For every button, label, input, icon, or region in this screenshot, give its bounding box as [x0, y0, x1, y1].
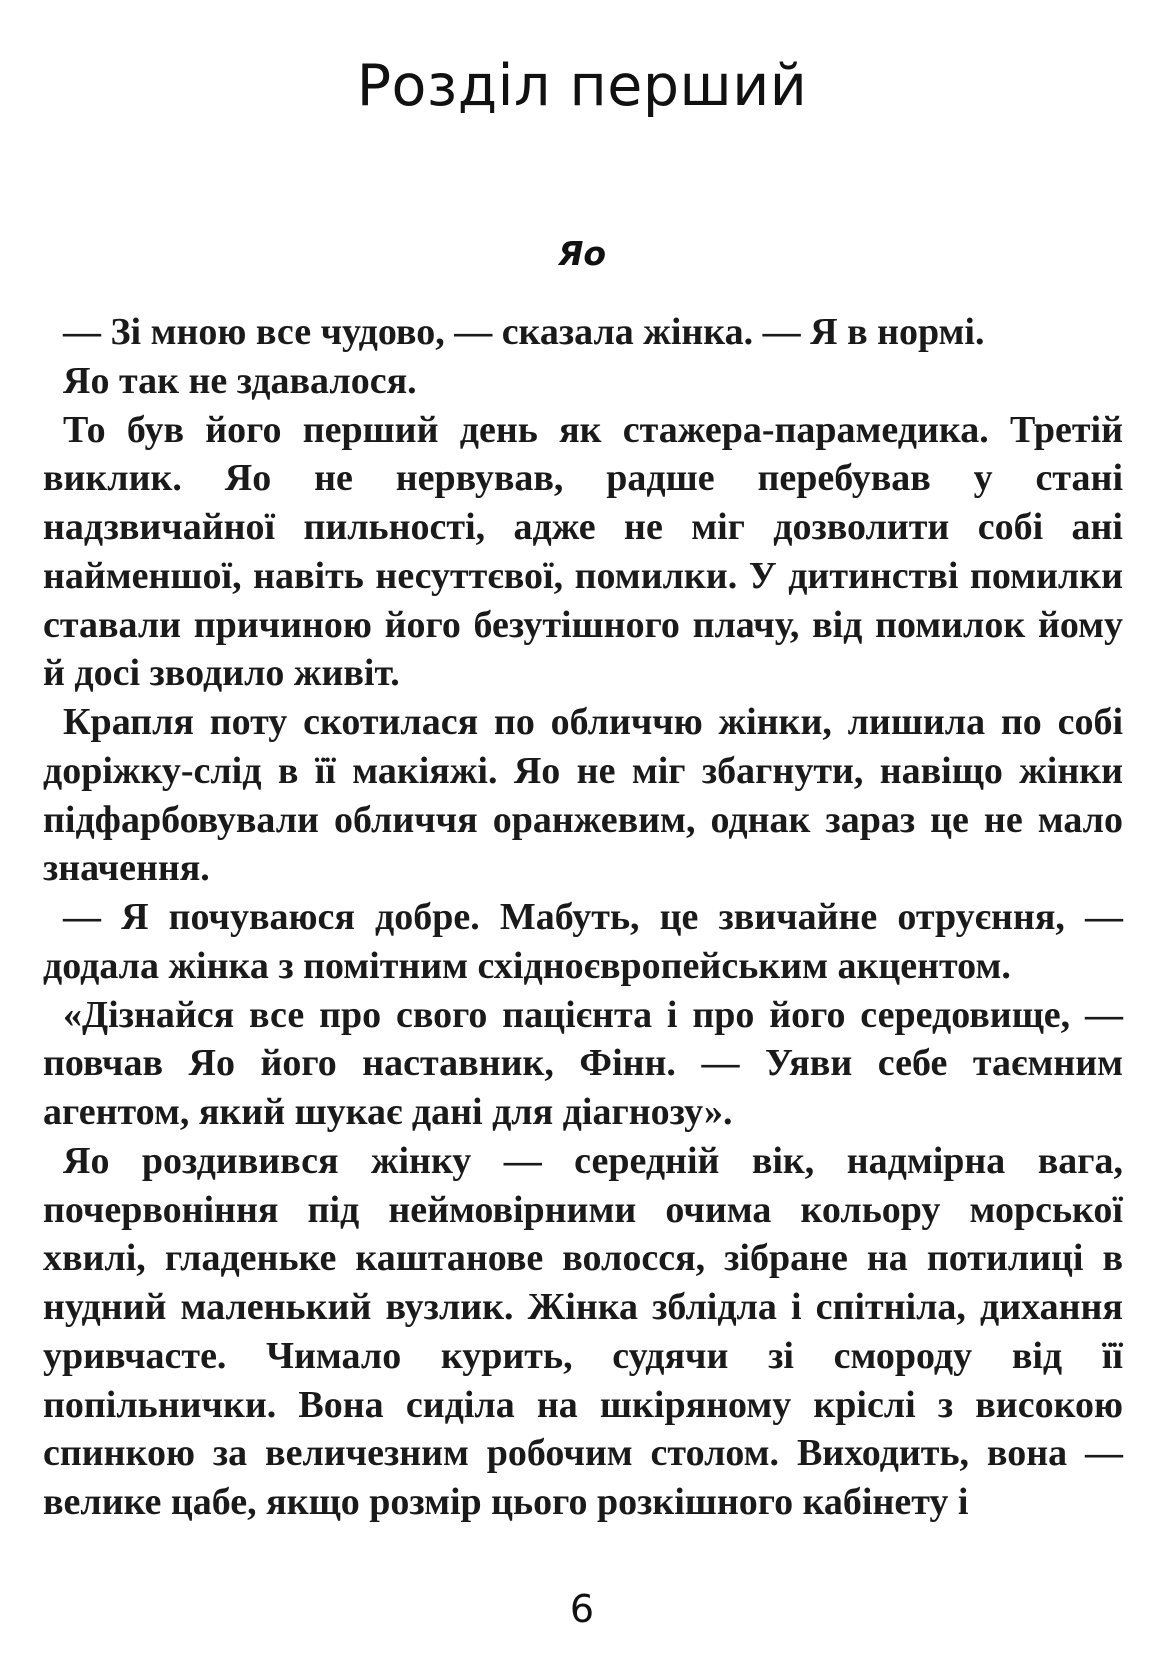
- page-number: 6: [569, 1587, 595, 1631]
- paragraph: Яо роздивився жінку — середній вік, надмірна вага, почервоніння під неймовірними очима кольору морської хвилі, гладеньке каштанове волосся, зібране на потилиці в нудний маленький вузлик. Жінка зблідла і спітніла, дихання уривчасте. Чимало курить, судячи зі смороду від її попільнички. Вона сиділа на шкіряному кріслі з високою спинкою за величезним робочим столом. Виходить, вона — велике цабе, якщо розмір цього розкішного кабінету і: [43, 1139, 1123, 1523]
- paragraph: То був його перший день як стажера-парамедика. Третій виклик. Яо не нервував, радше перебував у стані надзвичайної пильності, адже не міг дозволити собі ані найменшої, навіть несуттєвої, помилки. У дитинстві помилки ставали причиною його безутішного плачу, від помилок йому й досі зводило живіт.: [43, 408, 1123, 695]
- section-title: Яо: [557, 234, 607, 273]
- paragraph: — Зі мною все чудово, — сказала жінка. — Я в нормі.: [63, 311, 985, 353]
- paragraph: Яо так не здавалося.: [63, 359, 417, 402]
- chapter-title: Розділ перший: [356, 53, 808, 119]
- body-text: [43, 308, 1123, 1527]
- paragraph: «Дізнайся все про свого пацієнта і про його середовище, — повчав Яо його наставник, Фінн. — Уяви себе таємним агентом, який шукає дані для діагнозу».: [43, 993, 1123, 1133]
- paragraph: — Я почуваюся добре. Мабуть, це звичайне отруєння, — додала жінка з помітним східноєвропейським акцентом.: [43, 896, 1123, 987]
- paragraph: Крапля поту скотилася по обличчю жінки, лишила по собі доріжку-слід в її макіяжі. Яо не міг збагнути, навіщо жінки підфарбовували обличчя оранжевим, однак зараз це не мало значення.: [43, 701, 1123, 890]
